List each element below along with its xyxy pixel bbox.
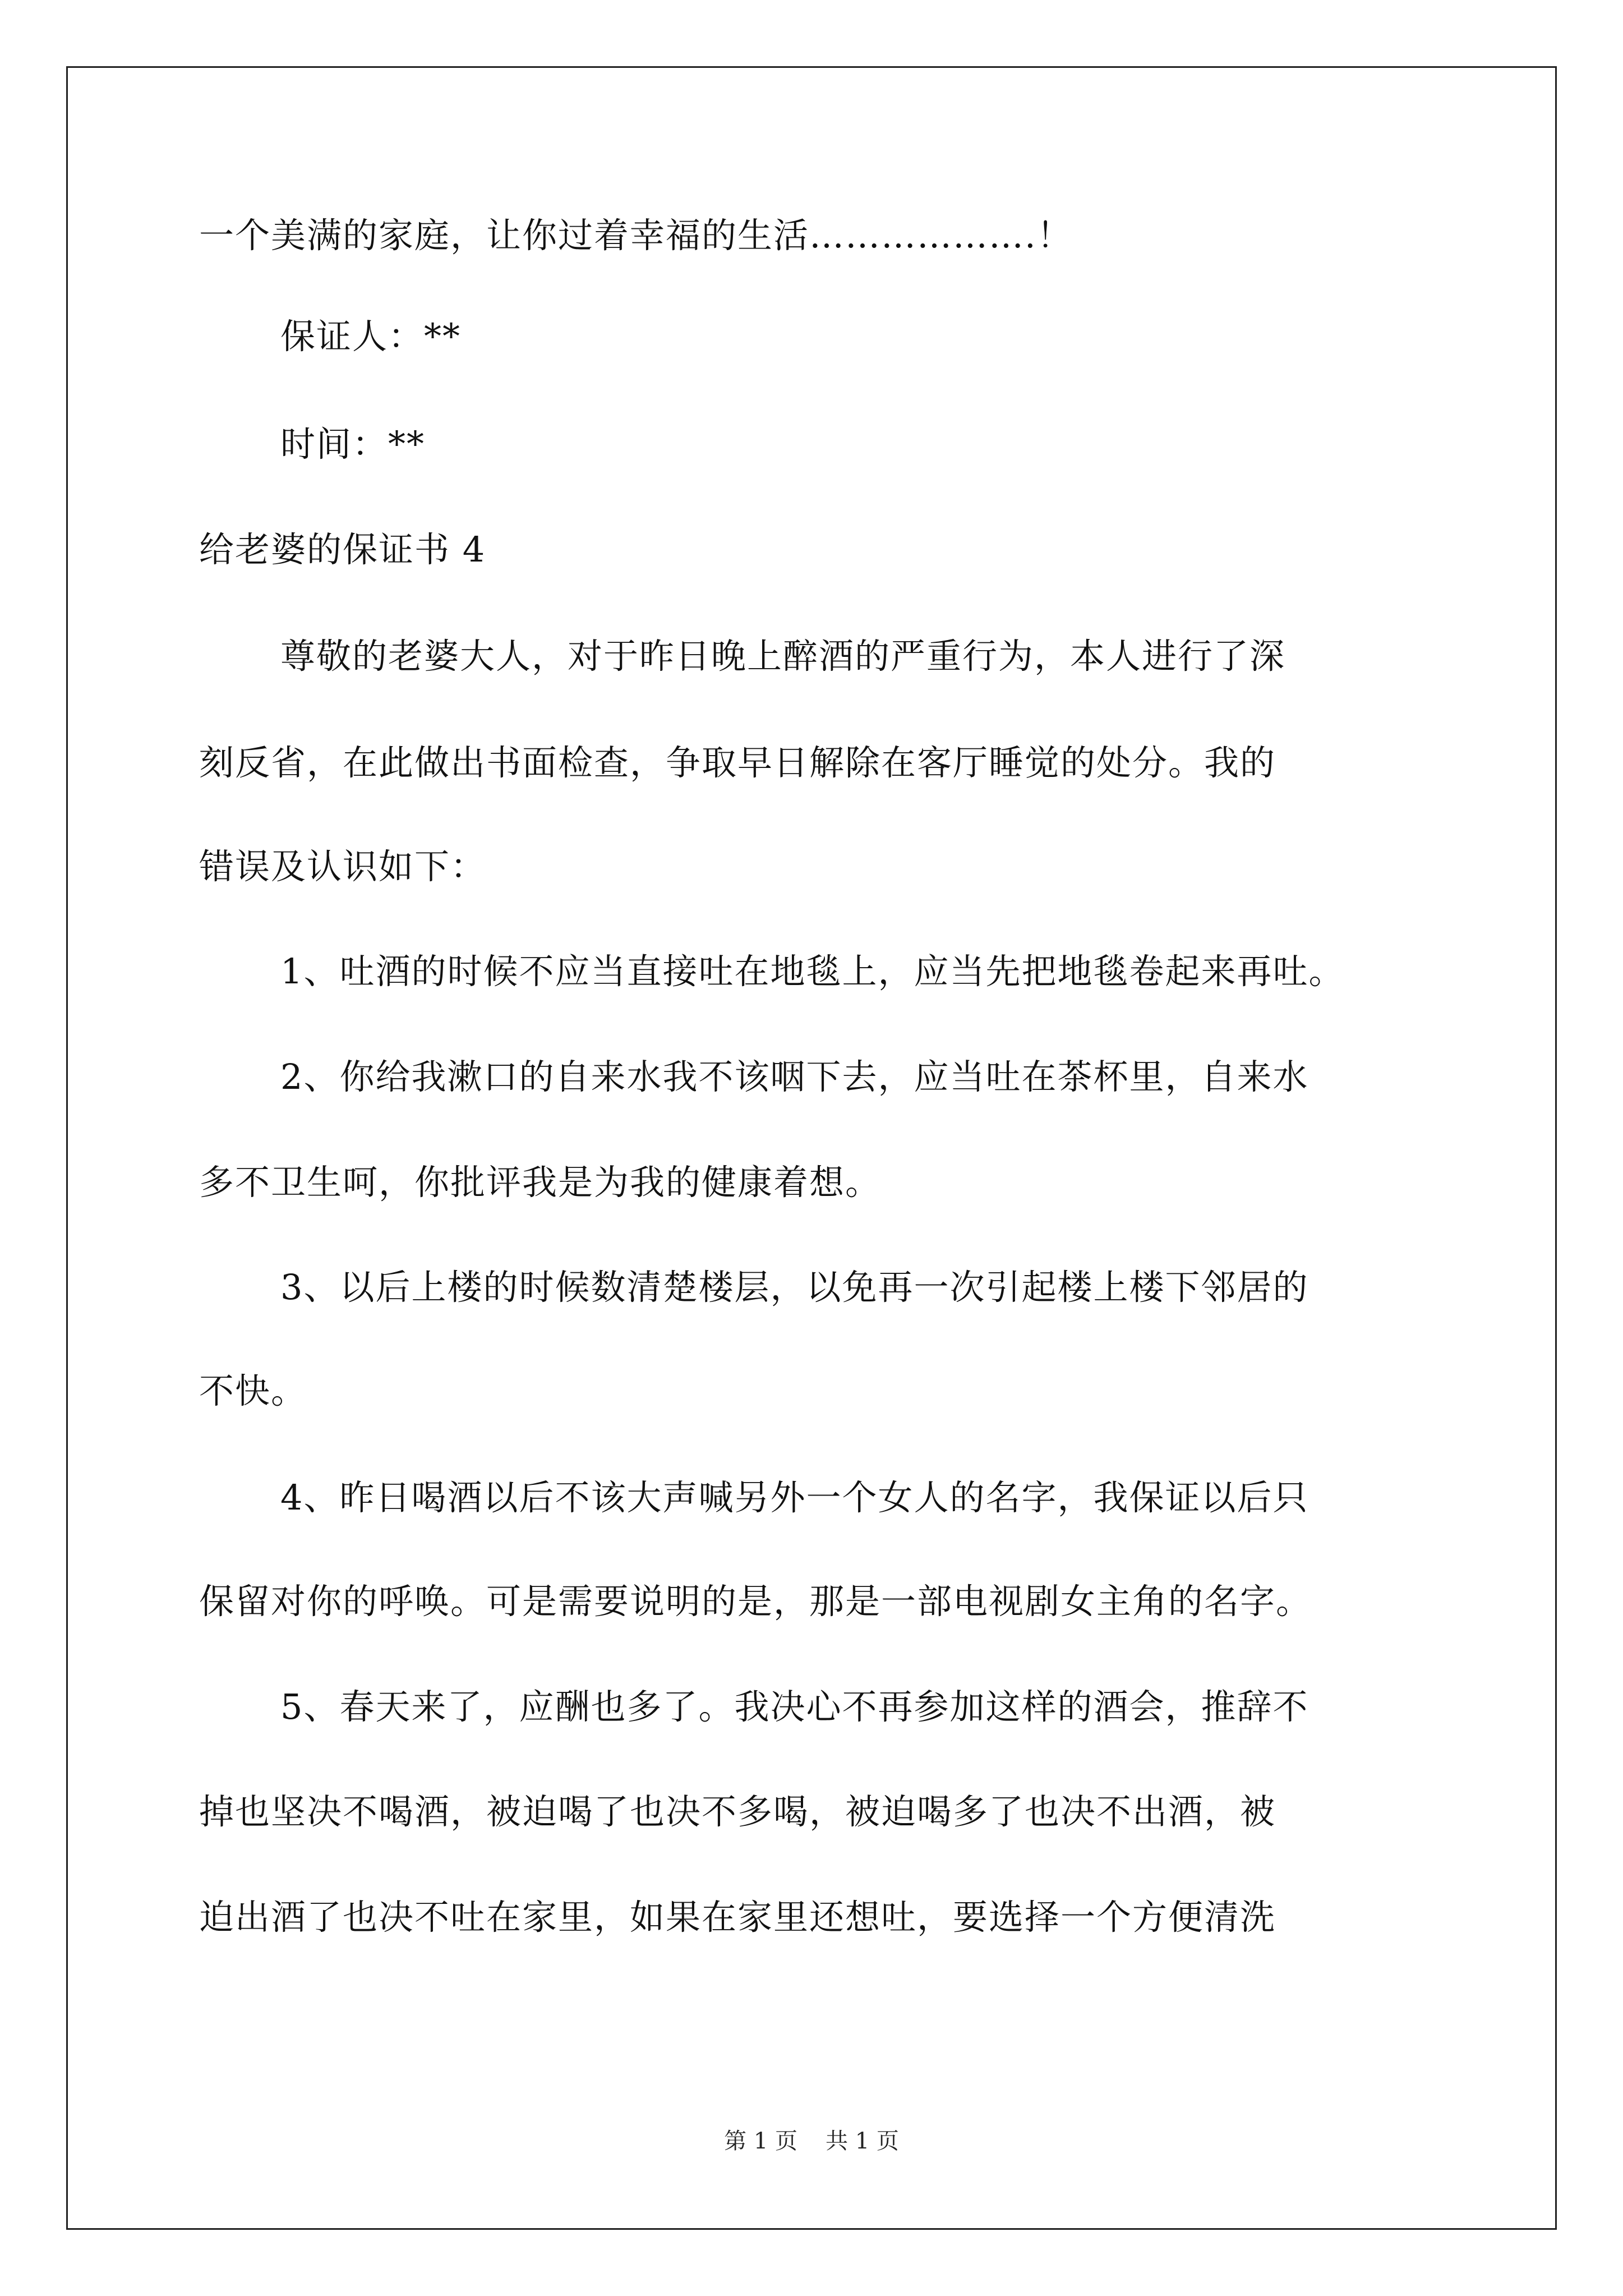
text-line: 多不卫生呵，你批评我是为我的健康着想。 [199, 1162, 882, 1203]
section-title: 给老婆的保证书 4 [199, 529, 486, 570]
page-number: 第 1 页 [724, 2128, 797, 2154]
text-line: 不快。 [199, 1370, 307, 1411]
guarantor-line: 保证人：** [280, 316, 462, 357]
text-line: 一个美满的家庭，让你过着幸福的生活……………….！ [199, 215, 1073, 256]
list-item: 4、昨日喝酒以后不该大声喊另外一个女人的名字，我保证以后只 [280, 1477, 1309, 1518]
text-line: 迫出酒了也决不吐在家里，如果在家里还想吐，要选择一个方便清洗 [199, 1897, 1276, 1938]
list-item: 3、以后上楼的时候数清楚楼层，以免再一次引起楼上楼下邻居的 [280, 1267, 1309, 1308]
text-line: 刻反省，在此做出书面检查，争取早日解除在客厅睡觉的处分。我的 [199, 742, 1276, 783]
list-item: 5、春天来了，应酬也多了。我决心不再参加这样的酒会，推辞不 [280, 1686, 1309, 1727]
text-line: 尊敬的老婆大人，对于昨日晚上醉酒的严重行为，本人进行了深 [280, 636, 1286, 677]
page-footer [0, 2127, 1623, 2155]
text-line: 保留对你的呼唤。可是需要说明的是，那是一部电视剧女主角的名字。 [199, 1581, 1312, 1622]
text-line: 错误及认识如下： [199, 846, 487, 887]
text-line: 掉也坚决不喝酒，被迫喝了也决不多喝，被迫喝多了也决不出酒，被 [199, 1791, 1276, 1832]
list-item: 1、吐酒的时候不应当直接吐在地毯上，应当先把地毯卷起来再吐。 [280, 951, 1345, 992]
date-line: 时间：** [280, 424, 426, 464]
list-item: 2、你给我漱口的自来水我不该咽下去，应当吐在茶杯里，自来水 [280, 1056, 1309, 1097]
page-total: 共 1 页 [826, 2128, 899, 2154]
